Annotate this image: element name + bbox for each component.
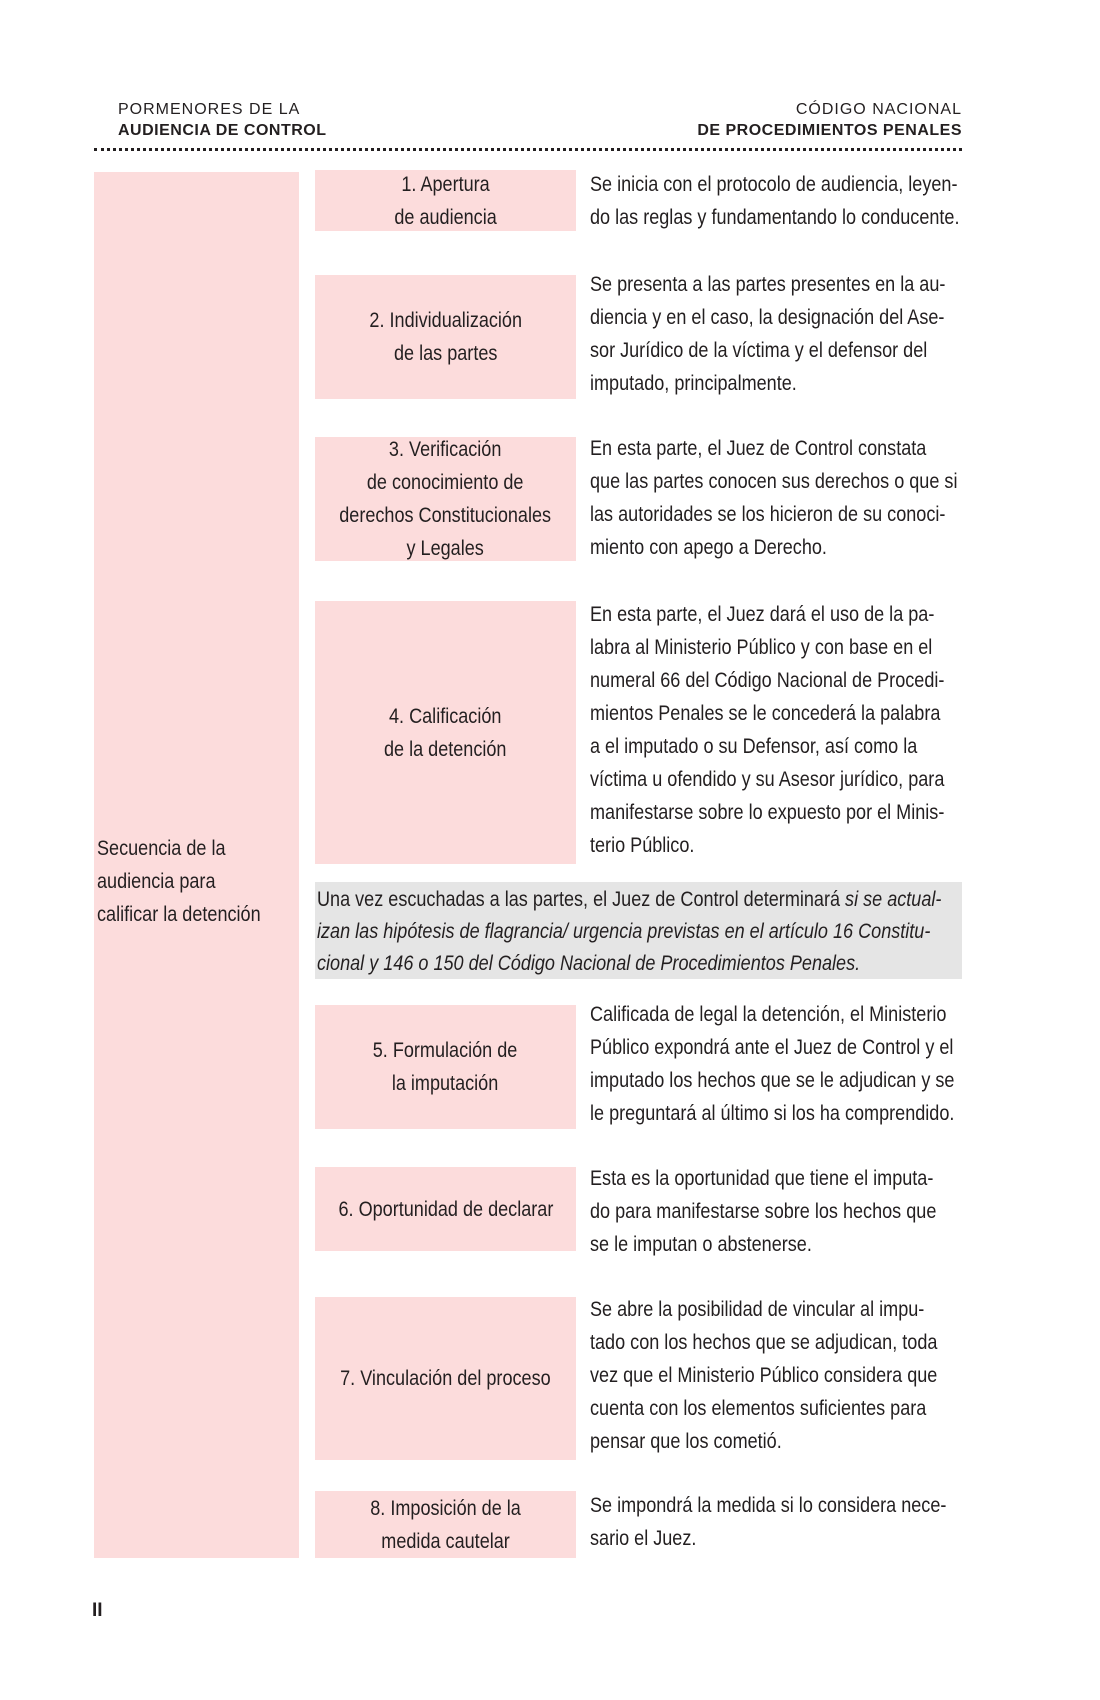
- step-1-box: [315, 170, 576, 231]
- step-4-description: [590, 598, 962, 862]
- step-8-description-text: Se impondrá la medida si lo considera nece- sario el Juez.: [590, 1494, 947, 1550]
- step-2-box: [315, 275, 576, 399]
- step-2-title: 2. Individualización de las partes: [369, 309, 522, 365]
- page-number: II: [92, 1600, 103, 1621]
- step-6-description-text: Esta es la oportunidad que tiene el imputa- do para manifestarse sobre los hechos que se le imputan o abstenerse.: [590, 1167, 937, 1256]
- header-right: [697, 100, 962, 142]
- step-3-description-text: En esta parte, el Juez de Control constata que las partes conocen sus derechos o que si las autoridades se los hicieron de su conoci- miento con apego a Derecho.: [590, 437, 958, 559]
- step-6-box: [315, 1167, 576, 1251]
- dotted-divider: [94, 148, 962, 151]
- step-5-box: [315, 1005, 576, 1129]
- step-1-description-text: Se inicia con el protocolo de audiencia, leyen- do las reglas y fundamentando lo conducente.: [590, 173, 960, 229]
- step-8-description: [590, 1489, 962, 1555]
- left-column-label: [97, 832, 269, 931]
- step-1-description: [590, 168, 962, 234]
- step-4-title: 4. Calificación de la detención: [384, 704, 507, 761]
- determination-note-text: [317, 884, 964, 980]
- header-left-line1: PORMENORES DE LA: [118, 101, 301, 118]
- step-1-title: 1. Apertura de audiencia: [394, 172, 497, 229]
- step-7-title: 7. Vinculación del proceso: [340, 1367, 551, 1390]
- note-normal-text: Una vez escuchadas a las partes, el Juez de Control determinará: [317, 888, 846, 911]
- header-right-line1: CÓDIGO NACIONAL: [795, 101, 962, 118]
- step-4-box: [315, 601, 576, 864]
- step-2-description: [590, 268, 962, 400]
- step-8-box: [315, 1491, 576, 1558]
- step-3-description: [590, 432, 962, 564]
- step-8-title: 8. Imposición de la medida cautelar: [370, 1496, 521, 1553]
- header-right-line2: DE PROCEDIMIENTOS PENALES: [697, 122, 962, 139]
- note-italic-text: si se actual- izan las hipótesis de flagrancia/ urgencia previstas en el artículo 16 Constitu- cional y 146 o 150 del Código Nacional de Procedimientos Penales.: [317, 888, 942, 975]
- step-3-box: [315, 437, 576, 561]
- step-7-description-text: Se abre la posibilidad de vincular al impu- tado con los hechos que se adjudican, toda vez que el Ministerio Público considera que cuenta con los elementos suficientes para pensar que los cometió.: [590, 1298, 938, 1453]
- step-6-title: 6. Oportunidad de declarar: [338, 1197, 553, 1221]
- step-5-description: [590, 998, 962, 1130]
- step-3-title: 3. Verificación de conocimiento de derechos Constitucionales y Legales: [339, 438, 552, 560]
- step-4-description-text: En esta parte, el Juez dará el uso de la pa- labra al Ministerio Público y con base en el numeral 66 del Código Nacional de Procedi- mientos Penales se le concederá la palabra a el imputado o su Defensor, así como la víctima u ofendido y su Asesor jurídico, para manifestarse sobre lo expuesto por el Minis- terio Público.: [590, 603, 945, 857]
- step-5-description-text: Calificada de legal la detención, el Ministerio Público expondrá ante el Juez de Control y el imputado los hechos que se le adjudican y se le preguntará al último si los ha comprendido.: [590, 1003, 955, 1125]
- step-7-box: [315, 1297, 576, 1460]
- left-label-text: Secuencia de la audiencia para calificar la detención: [97, 837, 261, 926]
- step-5-title: 5. Formulación de la imputación: [373, 1039, 518, 1095]
- step-7-description: [590, 1293, 962, 1458]
- step-2-description-text: Se presenta a las partes presentes en la au- diencia y en el caso, la designación del Ase- sor Jurídico de la víctima y el defensor del imputado, principalmente.: [590, 273, 946, 395]
- step-6-description: [590, 1162, 962, 1261]
- header-left: [118, 100, 327, 142]
- header-left-line2: AUDIENCIA DE CONTROL: [118, 122, 327, 139]
- determination-note: [315, 882, 962, 979]
